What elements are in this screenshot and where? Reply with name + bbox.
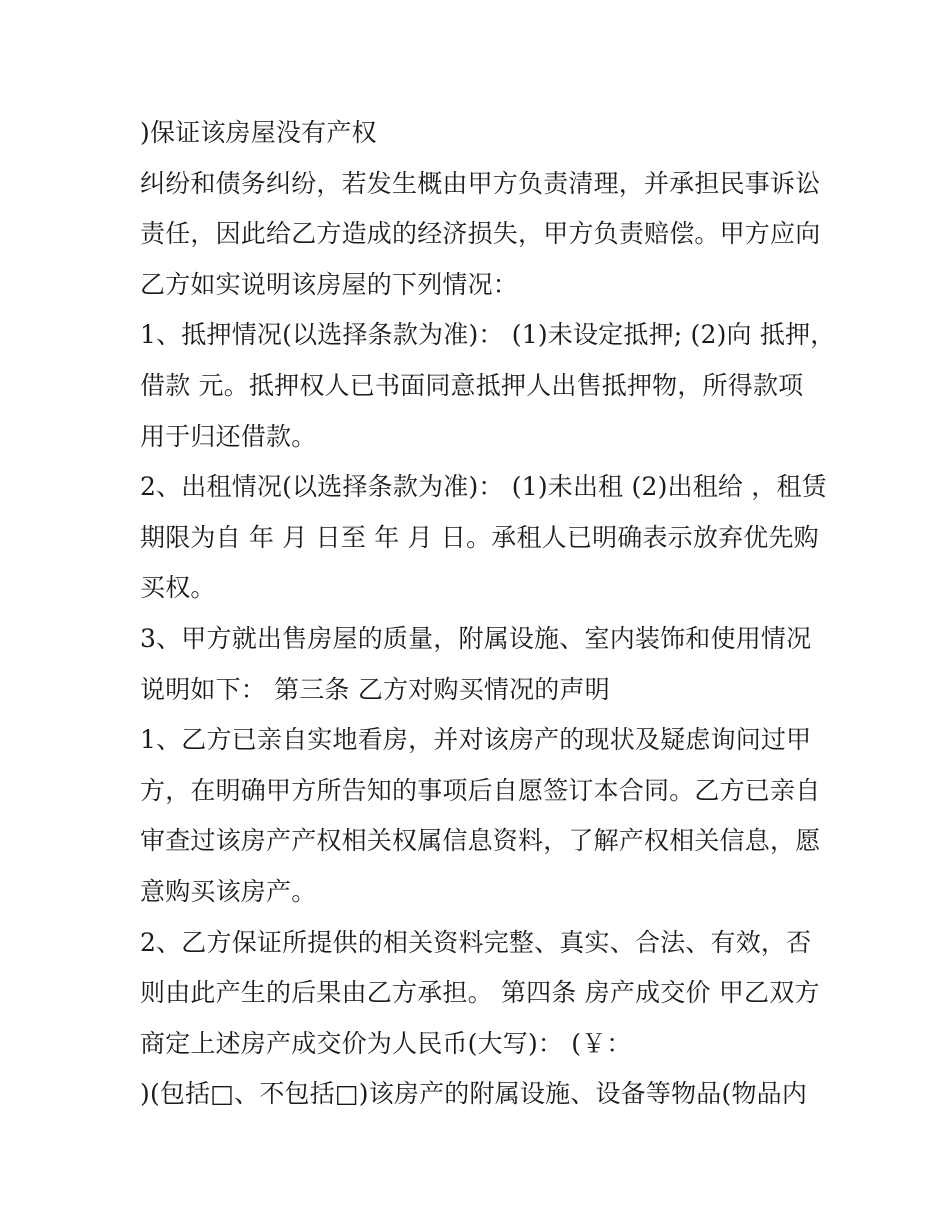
text-line: 1、抵押情况(以选择条款为准)： (1)未设定抵押; (2)向 抵押， (140, 320, 836, 350)
text-line: 说明如下： 第三条 乙方对购买情况的声明 (140, 674, 610, 704)
text-line: 3、甲方就出售房屋的质量，附属设施、室内装饰和使用情况 (140, 623, 812, 653)
text-line: 方，在明确甲方所告知的事项后自愿签订本合同。乙方已亲自 (140, 775, 821, 805)
text-line: 责任，因此给乙方造成的经济损失，甲方负责赔偿。甲方应向 (140, 219, 821, 249)
text-line: 用于归还借款。 (140, 421, 317, 451)
text-line: 乙方如实说明该房屋的下列情况： (140, 269, 519, 299)
text-line: 期限为自 年 月 日至 年 月 日。承租人已明确表示放弃优先购 (140, 522, 819, 552)
text-line: 审查过该房产产权相关权属信息资料，了解产权相关信息，愿 (140, 826, 821, 856)
text-line: 商定上述房产成交价为人民币(大写)： (￥： (140, 1028, 632, 1058)
document-body (140, 108, 840, 1120)
text-line: )保证该房屋没有产权 (140, 118, 377, 147)
text-line: 买权。 (140, 573, 216, 603)
text-line: 2、出租情况(以选择条款为准)： (1)未出租 (2)出租给 ，租赁 (140, 472, 827, 502)
text-line: 2、乙方保证所提供的相关资料完整、真实、合法、有效，否 (140, 927, 812, 957)
text-line: 借款 元。抵押权人已书面同意抵押人出售抵押物，所得款项 (140, 370, 804, 400)
text-line: 1、乙方已亲自实地看房，并对该房产的现状及疑虑询问过甲 (140, 725, 812, 755)
text-line: 纠纷和债务纠纷，若发生概由甲方负责清理，并承担民事诉讼 (140, 168, 821, 198)
text-line: )(包括□、不包括□)该房产的附属设施、设备等物品(物品内 (140, 1079, 808, 1109)
text-line: 则由此产生的后果由乙方承担。 第四条 房产成交价 甲乙双方 (140, 978, 820, 1008)
text-line: 意购买该房产。 (140, 876, 317, 906)
